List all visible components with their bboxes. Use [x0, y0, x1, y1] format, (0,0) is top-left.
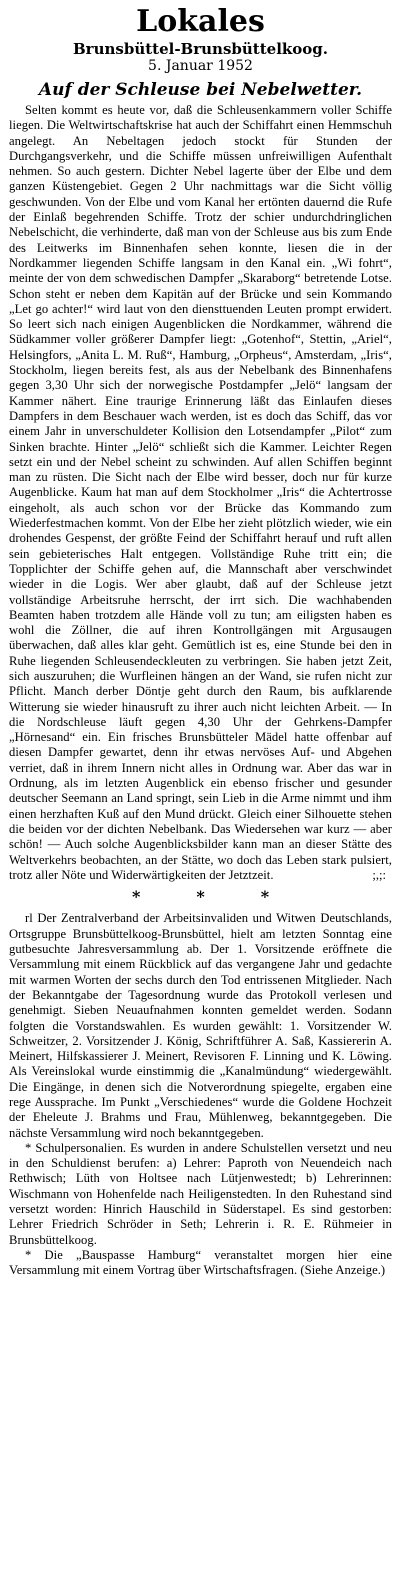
article-headline: Auf der Schleuse bei Nebelwetter.	[38, 80, 363, 100]
section-title: Lokales	[136, 4, 265, 39]
article-signature: ;,;:	[372, 868, 386, 883]
separator-star: *	[131, 887, 141, 907]
article-body: Selten kommt es heute vor, daß die Schleusenkammern voller Schiffe liegen. Die Weltwirtschaftskrise hat auch der Schiffahrt einen Hemmschuh angelegt. An Nebeltagen jedoch stockt für Stunden der Durchgangsverkehr, und die Schiffe müssen unfreiwilligen Aufenthalt nehmen. So auch gestern. Dichter Nebel lagerte über der Elbe und dem ganzen Küstengebiet. Gegen 2 Uhr nachmittags war die Sicht völlig geschwunden. Von der Elbe und vom Kanal her ertönten dauernd die Rufe der Einlaß begehrenden Schiffe. Trotz der schier undurchdringlichen Nebelschicht, die verhinderte, daß man von der Schleuse aus bis zum Ende des Leitwerks im Binnenhafen sehen konnte, liesen die in der Nordkammer liegenden Schiffe langsam in den Kanal ein. „Wi fohrt“, meinte der von dem schwedischen Dampfer „Skaraborg“ betretende Lotse. Schon steht er neben dem Kapitän auf der Brücke und sein Kommando „Let go achter!“ wird laut von den diensttuenden Leuten prompt erwidert. So leert sich nach einigen Augenblicken die Nordkammer, während die Südkammer voller größerer Dampfer liegt: „Gotenhof“, Stettin, „Ariel“, Helsingfors, „Anita L. M. Ruß“, Hamburg, „Orpheus“, Amsterdam, „Iris“, Stockholm, liegen bereits fest, als aus der Nebelbank des Binnenhafens gegen 3,30 Uhr sich der norwegische Postdampfer „Jelö“ langsam der Kammer nähert. Eine traurige Erinnerung läßt das Einlaufen dieses Dampfers in dem Beschauer wach werden, ist es doch das Schiff, das vor einem Jahr in unverschuldeter Kollision den Lotsendampfer „Pilot“ zum Sinken brachte. Hinter „Jelö“ schließt sich die Kammer. Leichter Regen setzt ein und der Nebel scheint zu schwinden. Auf allen Schiffen beginnt man zu rüsten. Die Sicht nach der Elbe wird besser, doch nur für kurze Augenblicke. Kaum hat man auf dem Stockholmer „Iris“ die Achtertrosse eingeholt, als auch schon vor der Brücke das Kommando zum Wiederfestmachen kommt. Von der Elbe her zieht plötzlich wieder, wie ein drohendes Gespenst, der größte Feind der Schiffahrt herauf und ruft allen sein gebieterisches Halt entgegen. Vollständige Ruhe tritt ein; die Topplichter der Schiffe gehen auf, die Mannschaft aber verschwindet wieder in die Logis. Wer aber glaubt, daß auf der Schleuse jetzt vollständige Arbeitsruhe herrscht, der irrt sich. Die wachhabenden Beamten haben trotzdem alle Hände voll zu tun; am eiligsten haben es wohl die Zöllner, die auf ihren Kontrollgängen mit Argusaugen überwachen, daß alles klar geht. Gemütlich ist es, eine Stunde bei den in Ruhe liegenden Schleusendeckleuten zu verbringen. Sie haben jetzt Zeit, sich auszuruhen; die Wurfleinen hängen an der Wand, sie rufen nicht zur Pflicht. Manch derber Döntje geht durch den Raum, bis aufklarende Witterung sie wieder hinausruft zu ihrer auch nicht leichten Arbeit. — In die Nordschleuse läuft gegen 4,30 Uhr der Gehrkens-Dampfer „Hörnesand“ ein. Ein frisches Brunsbütteler Mädel hatte offenbar auf diesen Dampfer gewartet, denn ihr etwas nervöses Auf- und Abgehen verriet, daß in ihrem Innern nicht alles in Ordnung war. Aber das war in Ordnung, als im letzten Augenblick ein ebenso frischer und gesunder deutscher Seemann an Land springt, sein Lieb in die Arme nimmt und ihm einen herzhaften Kuß auf den Mund drückt. Gleich einer Silhouette stehen die beiden vor der dichten Nebelbank. Das Wiedersehen war kurz — aber schön! — Auch solche Augenblicksbilder kann man an dieser Stätte des Weltverkehrs beobachten, an der Stätte, wo doch das Leben stark pulsiert, trotz aller Nöte und Widerwärtigkeiten der Jetztzeit.	[9, 103, 392, 882]
dateline-place: Brunsbüttel-Brunsbüttelkoog.	[73, 40, 328, 58]
news-item-schulpersonalien: * Schulpersonalien. Es wurden in andere Schulstellen versetzt und neu in den Schuldienst berufen: a) Lehrer: Paproth von Neuendeich nach Rethwisch; Lüth von Holtsee nach Lütjenwestedt; b) Lehrerinnen: Wischmann von Hohenfelde nach Heiligenstedten. In den Ruhestand sind versetzt worden: Hinrich Hauschild in Süderstapel. Es sind gestorben: Lehrer Friedrich Schröder in Seth; Lehrerin i. R. E. Rühmeier in Brunsbüttelkoog.	[9, 1140, 392, 1247]
separator-star: *	[196, 887, 205, 907]
separator-star: *	[260, 887, 270, 907]
news-item-bausparkasse: * Die „Bauspasse Hamburg“ veranstaltet morgen hier eine Versammlung mit einem Vortrag über Wirtschaftsfragen. (Siehe Anzeige.)	[9, 1247, 392, 1278]
section-separator	[9, 888, 392, 906]
news-item-verband: rl Der Zentralverband der Arbeitsinvaliden und Witwen Deutschlands, Ortsgruppe Brunsbüttelkoog-Brunsbüttel, hielt am letzten Sonntag eine gutbesuchte Jahresversammlung ab. Der 1. Vorsitzende eröffnete die Versammlung mit einem Rückblick auf das vergangene Jahr und gedachte mit warmen Worten der sechs durch den Tod entrissenen Mitglieder. Nach der Bekanntgabe der Tagesordnung wurde das Protokoll verlesen und genehmigt. Sieben Neuaufnahmen konnten gemeldet werden. Sodann folgten die Vorstandswahlen. Es wurden gewählt: 1. Vorsitzender W. Schweitzer, 2. Vorsitzender J. König, Schriftführer A. Saß, Kassiererin A. Meinert, Hilfskassierer J. Meinert, Revisoren F. Linning und K. Löwing. Als Vereinslokal wurde einstimmig die „Kanalmündung“ wiedergewählt. Die Eingänge, in denen sich die Notverordnung spiegelte, ergaben eine rege Aussprache. Im Punkt „Verschiedenes“ wurde die Goldene Hochzeit der Eheleute J. Brahms und Frau, Mühlenweg, bekanntgegeben. Die nächste Versammlung wird noch bekanntgegeben.	[9, 911, 392, 1140]
dateline-date: 5. Januar 1952	[148, 58, 253, 74]
